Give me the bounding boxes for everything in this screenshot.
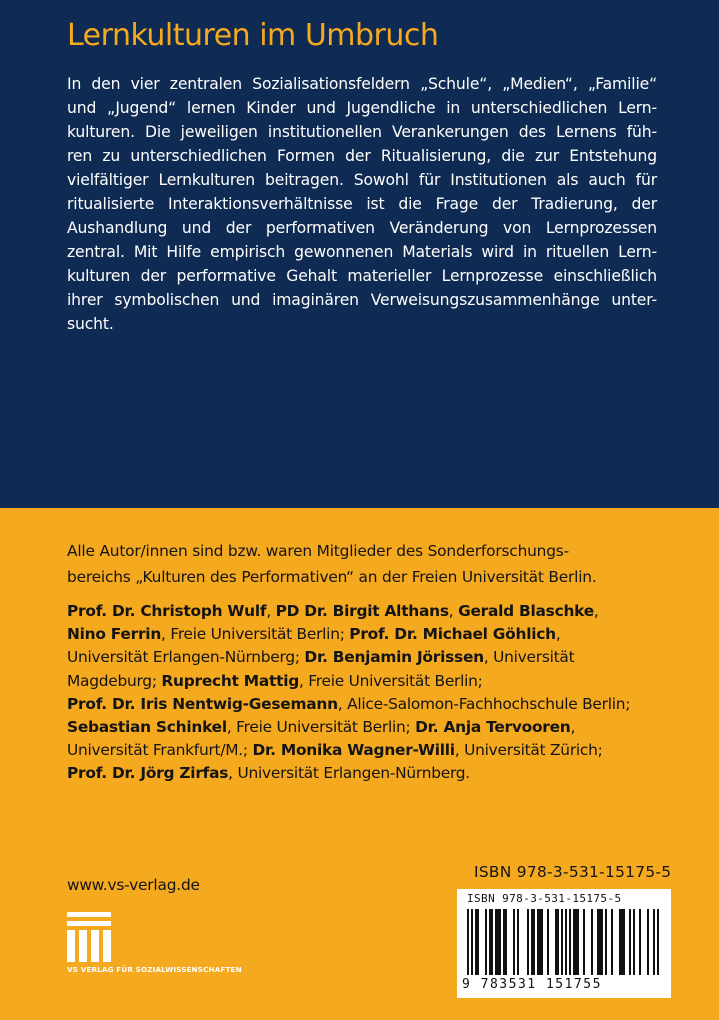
description-line: ren zu unterschiedlichen Formen der Ritualisierung, die zur Entstehung: [67, 147, 657, 165]
description-line: zentral. Mit Hilfe empirisch gewonnenen Materials wird in rituellen Lern-: [67, 243, 657, 261]
barcode-bar: [547, 909, 549, 975]
barcode-bar: [623, 909, 625, 975]
barcode-bar: [657, 909, 659, 975]
barcode-bar: [527, 909, 529, 975]
author-affiliation: ,: [555, 625, 561, 644]
barcode-bar: [503, 909, 505, 975]
barcode-bar: [633, 909, 635, 975]
barcode-bar: [639, 909, 641, 975]
author-affiliation: , Universität: [483, 648, 575, 667]
author-affiliation: ,: [448, 602, 459, 620]
barcode-bar: [537, 909, 539, 975]
barcode-bar: [533, 909, 535, 975]
barcode-bar: [569, 909, 571, 975]
description-line: sucht.: [67, 315, 114, 333]
author-line: [67, 600, 667, 623]
barcode-bar: [573, 909, 575, 975]
author-name: Gerald Blaschke: [458, 602, 594, 620]
author-name: Dr. Monika Wagner-Willi: [252, 741, 455, 760]
barcode-bar: [531, 909, 533, 975]
description-line: ritualisierte Interaktionsverhältnisse ist die Frage der Tradierung, der: [67, 195, 657, 213]
authors-list: [67, 600, 667, 786]
barcode-bar: [555, 909, 557, 975]
author-name: Prof. Dr. Jörg Zirfas: [67, 764, 229, 783]
barcode-bar: [611, 909, 613, 975]
intro-line: Alle Autor/innen sind bzw. waren Mitglieder des Sonderforschungs-: [67, 542, 569, 560]
author-line: [67, 646, 667, 669]
description-line: kulturen. Die jeweiligen institutionellen Verankerungen des Lernens füh-: [67, 123, 657, 141]
author-line: [67, 762, 667, 785]
barcode-bar: [471, 909, 473, 975]
author-line: [67, 693, 667, 716]
barcode-digits: 9 783531 151755: [462, 977, 602, 992]
barcode-bar: [583, 909, 585, 975]
barcode-bar: [561, 909, 563, 975]
author-affiliation: Universität Frankfurt/M.;: [67, 741, 253, 760]
barcode-bar: [495, 909, 497, 975]
author-name: Prof. Dr. Michael Göhlich: [349, 625, 556, 644]
barcode-bar: [591, 909, 593, 975]
author-affiliation: , Freie Universität Berlin;: [299, 671, 483, 690]
author-affiliation: , Freie Universität Berlin;: [161, 625, 350, 644]
author-line: [67, 623, 667, 646]
barcode-bar: [517, 909, 519, 975]
barcode-bar: [601, 909, 603, 975]
barcode-bar: [505, 909, 507, 975]
description-line: Aushandlung und der performativen Veränderung von Lernprozessen: [67, 219, 657, 237]
barcode-bar: [565, 909, 567, 975]
description-line: vielfältiger Lernkulturen beitragen. Sowohl für Institutionen als auch für: [67, 171, 657, 189]
barcode: [457, 889, 671, 998]
barcode-bar: [577, 909, 579, 975]
author-affiliation: , Universität Zürich;: [454, 741, 603, 760]
barcode-bar: [619, 909, 621, 975]
author-name: PD Dr. Birgit Althans: [275, 602, 449, 620]
author-name: Dr. Benjamin Jörissen: [304, 648, 484, 667]
author-name: Ruprecht Mattig: [161, 671, 300, 690]
publisher-logo-text: VS VERLAG FÜR SOZIALWISSENSCHAFTEN: [67, 965, 242, 974]
author-affiliation: ,: [593, 602, 599, 620]
description-line: ihrer symbolischen und imaginären Verweisungszusammenhänge unter-: [67, 291, 657, 309]
barcode-bar: [489, 909, 491, 975]
barcode-bar: [557, 909, 559, 975]
barcode-bar: [629, 909, 631, 975]
description-line: und „Jugend“ lernen Kinder und Jugendliche in unterschiedlichen Lern-: [67, 99, 657, 117]
authors-intro: [67, 538, 657, 590]
barcode-bar: [539, 909, 541, 975]
barcode-bar: [605, 909, 607, 975]
author-name: Prof. Dr. Iris Nentwig-Gesemann: [67, 694, 338, 713]
barcode-bar: [621, 909, 623, 975]
author-affiliation: Universität Erlangen-Nürnberg;: [67, 648, 305, 667]
isbn-label: ISBN 978-3-531-15175-5: [474, 863, 672, 881]
barcode-bar: [497, 909, 499, 975]
author-line: [67, 670, 667, 693]
barcode-bar: [491, 909, 493, 975]
description-line: kulturen der performative Gehalt materieller Lernprozesse einschließlich: [67, 267, 657, 285]
barcode-bar: [475, 909, 477, 975]
barcode-bar: [477, 909, 479, 975]
barcode-bar: [575, 909, 577, 975]
description-text: [67, 72, 657, 336]
barcode-bar: [467, 909, 469, 975]
barcode-bar: [599, 909, 601, 975]
author-affiliation: , Alice-Salomon-Fachhochschule Berlin;: [337, 694, 631, 713]
barcode-bars: [467, 909, 663, 975]
intro-line: bereichs „Kulturen des Performativen“ an der Freien Universität Berlin.: [67, 568, 597, 586]
barcode-isbn-text: ISBN 978-3-531-15175-5: [467, 892, 622, 905]
book-title: Lernkulturen im Umbruch: [67, 18, 439, 53]
author-name: Prof. Dr. Christoph Wulf: [67, 602, 267, 620]
author-affiliation: Magdeburg;: [67, 671, 162, 690]
barcode-bar: [499, 909, 501, 975]
barcode-bar: [647, 909, 649, 975]
barcode-bar: [541, 909, 543, 975]
barcode-bar: [513, 909, 515, 975]
author-affiliation: , Universität Erlangen-Nürnberg.: [228, 764, 470, 783]
author-affiliation: , Freie Universität Berlin;: [226, 717, 416, 736]
author-line: [67, 716, 667, 739]
author-name: Nino Ferrin: [67, 625, 162, 644]
publisher-website[interactable]: www.vs-verlag.de: [67, 876, 200, 894]
author-affiliation: ,: [570, 717, 576, 736]
author-line: [67, 739, 667, 762]
description-line: In den vier zentralen Sozialisationsfeldern „Schule“, „Medien“, „Familie“: [67, 75, 657, 93]
author-name: Sebastian Schinkel: [67, 717, 227, 736]
barcode-bar: [485, 909, 487, 975]
barcode-bar: [653, 909, 655, 975]
barcode-bar: [597, 909, 599, 975]
author-affiliation: ,: [266, 602, 276, 620]
author-name: Dr. Anja Tervooren: [415, 717, 571, 736]
